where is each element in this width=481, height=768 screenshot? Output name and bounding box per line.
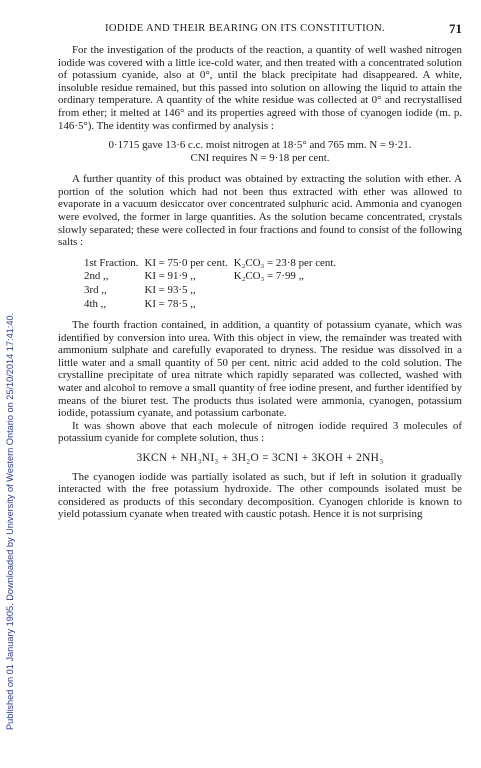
analysis-requirement: CNI requires N = 9·18 per cent. — [190, 152, 330, 165]
paragraph-molecules: It was shown above that each molecule of nitrogen iodide required 3 molecules of potassium cyanide for complete solution, thus : — [58, 419, 462, 445]
page-number: 71 — [449, 21, 462, 36]
table-row — [84, 257, 342, 271]
fraction-label: 2nd ,, — [84, 270, 109, 283]
running-head: IODIDE AND THEIR BEARING ON ITS CONSTITUTION. — [104, 23, 386, 34]
paragraph-investigation: For the investigation of the products of the reaction, a quantity of well washed nitrogen iodide was covered with a little ice-cold water, and then treated with a concentrated solution of potassium cyanide, also at 0°, until the black precipitate had disappeared. A white, insoluble residue remained, but this passed into solution on allowing the liquid to attain the ordinary temperature. A quantity of the white residue was collected at 0° and recrystallised from ether; it melted at 146° and its properties agreed with those of cyanogen iodide (m. p. 146·5°). The identity was confirmed by analysis : — [58, 44, 462, 132]
paragraph-extraction: A further quantity of this product was obtained by extracting the solution with ether. A portion of the solution which had not been thus extracted with ether was allowed to evaporate in a vacuum desiccator over concentrated sulphuric acid. Ammonia and cyanogen were evolved, the former in large quantities. As the solution became concentrated, crystals slowly separated; these were collected in four fractions and found to consist of the following salts : — [58, 173, 462, 249]
body-text — [58, 44, 462, 521]
page-header — [58, 22, 462, 38]
k2co3-value — [234, 284, 342, 298]
k2co3-value: K₂CO₃ = 23·8 per cent. — [233, 256, 337, 269]
fraction-label: 1st Fraction. — [84, 256, 139, 269]
fractions-table — [84, 257, 342, 311]
ki-value: KI = 91·9 ,, — [144, 270, 196, 283]
table-row — [84, 270, 342, 284]
table-row — [84, 298, 342, 312]
ki-value: KI = 93·5 ,, — [144, 283, 196, 296]
ki-value: KI = 78·5 ,, — [144, 297, 196, 310]
provenance-sidebar — [5, 40, 19, 740]
reaction-equation: 3KCN + NH₃NI₃ + 3H₂O = 3CNI + 3KOH + 2NH₃ — [136, 452, 384, 465]
fraction-label: 4th ,, — [84, 297, 107, 310]
analysis-block — [58, 139, 462, 165]
k2co3-value: K₂CO₃ = 7·99 ,, — [233, 270, 305, 283]
analysis-result: 0·1715 gave 13·6 c.c. moist nitrogen at 18·5° and 765 mm. N = 9·21. — [108, 139, 412, 152]
paragraph-cyanogen-iodide: The cyanogen iodide was partially isolated as such, but if left in solution it gradually interacted with the free potassium hydroxide. The other compounds isolated must be considered as products of this secondary decomposition. Cyanogen chloride is known to yield potassium cyanate when treated with caustic potash. Hence it is not surprising — [58, 470, 462, 521]
table-row — [84, 284, 342, 298]
ki-value: KI = 75·0 per cent. — [144, 256, 228, 269]
fraction-label: 3rd ,, — [84, 283, 107, 296]
paragraph-fourth-fraction: The fourth fraction contained, in addition, a quantity of potassium cyanate, which was identified by conversion into urea. With this object in view, the remainder was treated with ammonium sulphate and carefully evaporated to dryness. The residue was dissolved in a little water and a small quantity of 50 per cent. nitric acid added to the cold solution. The crystalline precipitate of urea nitrate which rapidly separated was collected, washed with water and alcohol to remove a small quantity of free iodine present, and further identified by means of the biuret test. The products thus isolated were ammonia, cyanogen, potassium iodide, potassium cyanate, and potassium carbonate. — [58, 319, 462, 420]
k2co3-value — [234, 298, 342, 312]
provenance-text: Published on 01 January 1905. Downloaded by University of Western Ontario on 25/10/2014 17:41:40. — [5, 312, 15, 730]
